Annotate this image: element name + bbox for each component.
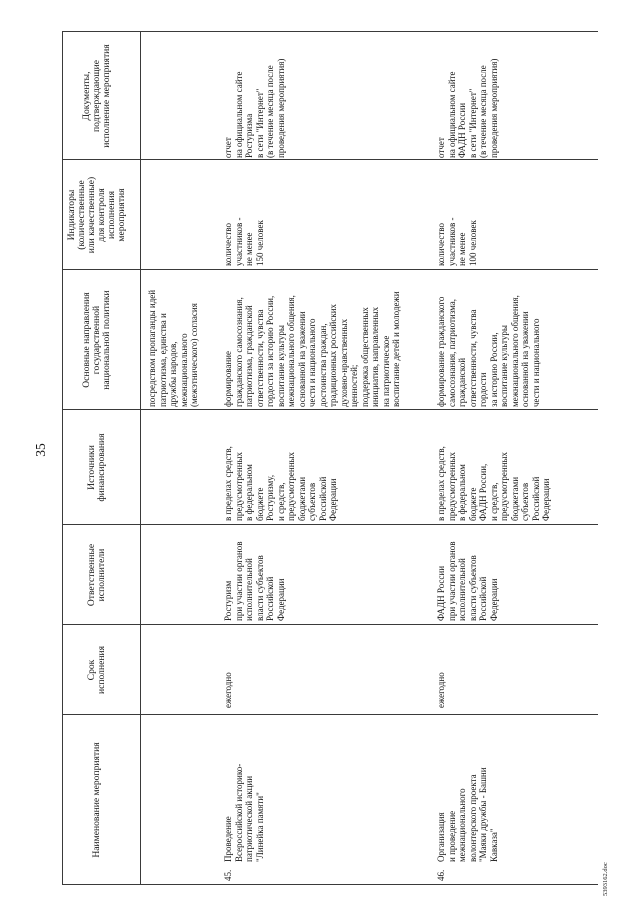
header-policy-directions: Основные направления государственной национальной политики xyxy=(81,290,112,390)
header-executors: Ответственные исполнители xyxy=(86,543,107,607)
row-46-policy-directions: формирование гражданского самосознания, патриотизма, гражданской ответственности, чувства гордости за историю России, воспитание культуры межнационального общения, основанной на уважении чести и национального xyxy=(436,295,541,407)
header-funding: Источники финансирования xyxy=(86,433,107,502)
row-45-number: 45. xyxy=(223,869,233,881)
row-46-executors: ФАДН России при участии органов исполнительной власти субъектов Российской Федерации xyxy=(436,541,499,621)
row-46-number: 46. xyxy=(436,869,446,881)
header-documents: Документы, подтверждающие исполнение мероприятия xyxy=(81,44,112,148)
row-46-documents: отчет на официальном сайте ФАДН России в сети "Интернет" (в течение месяца после проведения мероприятия) xyxy=(436,58,499,158)
header-term: Срок исполнения xyxy=(86,645,107,695)
column-divider-documents xyxy=(62,159,598,160)
row-46-indicators: количество участников - не менее 100 человек xyxy=(436,217,478,266)
row-46-event-name: Организация и проведение межнационального волонтерского проекта "Маяки дружбы - Башни Кавказа" xyxy=(436,767,499,862)
row-45-policy-directions: формирование гражданского самосознания, патриотизма, гражданской ответственности, чувства гордости за историю России, воспитание культуры межнационального общения, основанной на уважении чести и национального достоинства граждан, традиционных российских духовно-нравственных ценностей; поддержка общественных инициатив, направленных на патриотическое воспитание детей и молодежи xyxy=(223,291,401,407)
row-45-documents: отчет на официальном сайте Ростуризма в сети "Интернет" (в течение месяца после проведения мероприятия) xyxy=(223,58,286,158)
row-46-term: ежегодно xyxy=(436,672,446,708)
continuation-directions-cell: посредством пропаганды идей патриотизма, единства и дружбы народов, межнационального (межэтнического) согласия xyxy=(147,289,199,407)
column-divider-directions xyxy=(62,409,598,410)
header-event-name: Наименование мероприятия xyxy=(91,742,102,858)
column-divider-indicators xyxy=(62,269,598,270)
row-45-funding: в пределах средств, предусмотренных в федеральном бюджете Ростуризму, и средств, предусмотренных бюджетами субъектов Российской Федерации xyxy=(223,446,338,521)
header-indicators: Индикаторы (количественные или качественные) для контроля исполнения мероприятия xyxy=(66,176,127,254)
table-right-border xyxy=(62,31,598,32)
row-45-term: ежегодно xyxy=(223,672,233,708)
column-divider-executors xyxy=(62,624,598,625)
row-45-indicators: количество участников - не менее 150 человек xyxy=(223,217,265,266)
table-left-border xyxy=(62,884,598,885)
page-number: 35 xyxy=(33,443,48,457)
file-name-footer: 5393162.doc xyxy=(602,862,609,896)
column-divider-term xyxy=(62,714,598,715)
row-45-event-name: Проведение Всероссийской историко- патриотической акции "Линейка памяти" xyxy=(223,763,265,862)
row-45-executors: Ростуризм при участии органов исполнительной власти субъектов Российской Федерации xyxy=(223,541,286,621)
row-46-funding: в пределах средств, предусмотренных в федеральном бюджете ФАДН России, и средств, предусмотренных бюджетами субъектов Российской Федерации xyxy=(436,446,551,521)
column-divider-funding xyxy=(62,524,598,525)
